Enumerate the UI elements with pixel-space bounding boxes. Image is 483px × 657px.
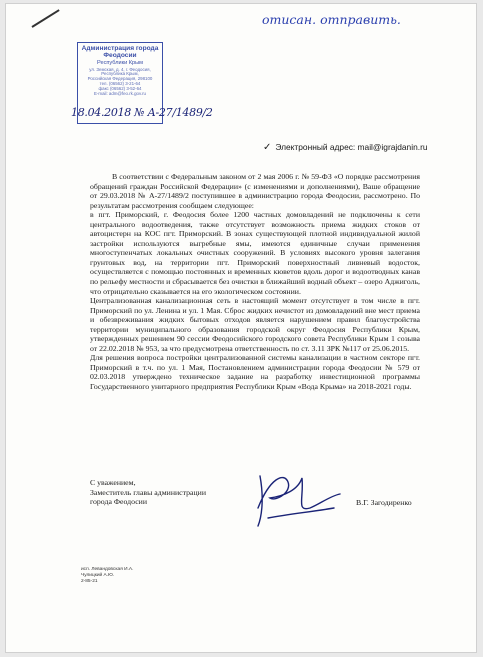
- handwritten-registration-number: 18.04.2018 № А-27/1489/2: [71, 106, 213, 119]
- stamp-line: E-mail: adm@feo.rk.gov.ru: [94, 90, 146, 96]
- executor-phone: 2-85-21: [81, 578, 98, 584]
- signer-position-city: города Феодосии: [90, 497, 148, 507]
- executor-info: [81, 567, 133, 584]
- signer-position: Заместитель главы администрации: [90, 487, 207, 497]
- executor-line: исп. Левандовская И.А.: [81, 567, 134, 572]
- letter-body: [90, 172, 420, 392]
- executor-line: Чулицкий А.Ю.: [81, 572, 115, 578]
- body-paragraph: в пгт. Приморский, г. Феодосия более 1200 частных домовладений не подключены к сети центрального водоотведения, также отсутствует возможность приема жидких стоков от автоцистерн на КОС пгт. Приморский. В зонах существующей плотной индивидуальной жилой застройки используются выгребные ямы, имеются единичные случаи применения многоступенчатых локальных очистных сооружений. В условиях высокого уровня залегания грунтовых вод, на территории пгт. Приморский поверхностный ливневый водосток, осуществляется с помощью постоянных и временных кюветов вдоль дорог и водоотводных канав по рельефу местности и сбрасывается без очистки в ближайший водный объект – озеро Аджиголь, что отрицательно сказывается на его экологическом состоянии.: [90, 210, 420, 296]
- closing-greeting: С уважением,: [90, 478, 136, 487]
- body-paragraph: Для решения вопроса постройки централизованной системы канализации в частном секторе пгт. Приморский в т.ч. по ул. 1 Мая, Постановлением администрации города Феодосии № 579 от 02.03.2018 утверждено техническое задание на разработку инвестиционной программы Государственного унитарного предприятия Республики Крым «Вода Крыма» на 2018-2021 годы.: [90, 353, 420, 392]
- email-address-line: [263, 142, 428, 153]
- pen-slash-mark: [31, 9, 59, 28]
- closing-block: [90, 478, 206, 507]
- letter-page: [6, 4, 476, 652]
- stamp-line: факс (06562) 3-52-64: [98, 86, 142, 92]
- stamp-line: тел. (06562) 3-21-64: [99, 81, 141, 87]
- handwritten-signature: [240, 468, 350, 528]
- stamp-title: Администрация города Феодосии: [81, 45, 159, 60]
- body-paragraph: В соответствии с Федеральным законом от 2 мая 2006 г. № 59-ФЗ «О порядке рассмотрения обращений граждан Российской Федерации» (с изменениями и дополнениями), Ваше обращение от 29.03.2018 № А-27/1489/2 поступившее в администрацию города Феодосии, рассмотрено. По результатам рассмотрения сообщаем следующее:: [90, 172, 420, 210]
- signer-name: В.Г. Загодиренко: [356, 498, 412, 507]
- stamp-line: ул. Земская, д. 4, г. Феодосия,: [89, 66, 151, 72]
- email-text: Электронный адрес: mail@igrajdanin.ru: [275, 142, 428, 152]
- stamp-line: Республика Крым,: [101, 71, 139, 77]
- check-mark-icon: ✓: [263, 142, 272, 153]
- body-paragraph: Централизованная канализационная сеть в настоящий момент отсутствует в том числе в пгт. Приморский по ул. Ленина и ул. 1 Мая. Сброс жидких нечистот из домовладений вне мест приема и обезвреживания жидких бытовых отходов является нарушением правил благоустройства территории муниципального образования городской округ Феодосия Республики Крым, утвержденных решением 90 сессии Феодосийского городского совета Республики Крым 1 созыва от 22.02.2018 № 953, за что предусмотрена ответственность по ст. 3.11 ЗРК №117 от 25.06.2015.: [90, 296, 420, 353]
- handwritten-top-note: отисан. отправить.: [262, 12, 401, 27]
- stamp-line: Российская Федерация, 298100: [87, 76, 153, 82]
- stamp-subtitle: Республики Крым: [97, 59, 143, 66]
